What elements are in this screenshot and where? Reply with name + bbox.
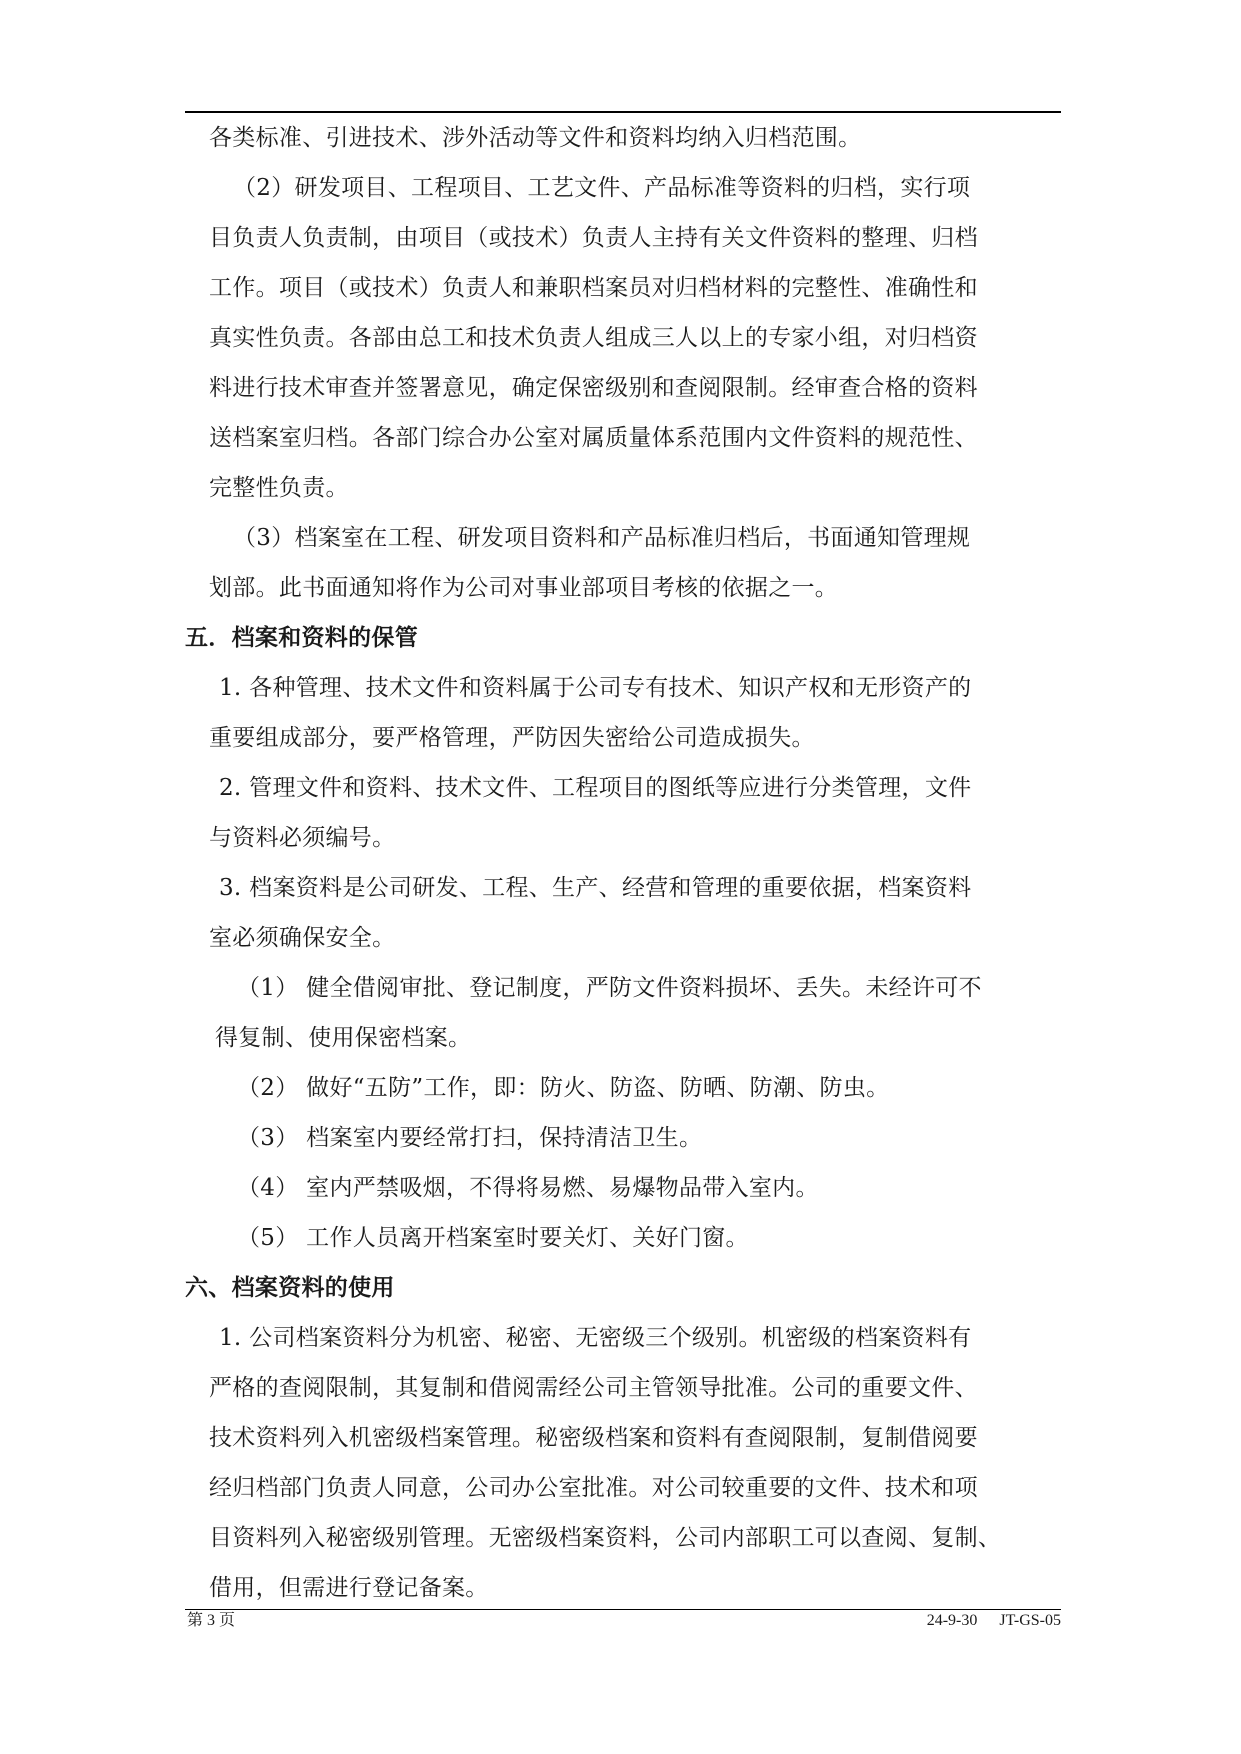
document-body (185, 124, 1061, 1624)
paragraph-line: 3. 档案资料是公司研发、工程、生产、经营和管理的重要依据，档案资料 (219, 875, 972, 901)
paragraph-line: 重要组成部分，要严格管理，严防因失密给公司造成损失。 (209, 725, 815, 751)
paragraph-line: （4） 室内严禁吸烟，不得将易燃、易爆物品带入室内。 (237, 1175, 819, 1201)
paragraph-line: 目负责人负责制，由项目（或技术）负责人主持有关文件资料的整理、归档 (209, 225, 978, 251)
section-heading: 六、档案资料的使用 (185, 1274, 395, 1301)
paragraph-line: （3）档案室在工程、研发项目资料和产品标准归档后，书面通知管理规 (233, 525, 971, 551)
paragraph-line: 严格的查阅限制，其复制和借阅需经公司主管领导批准。公司的重要文件、 (209, 1375, 978, 1401)
paragraph-line: 经归档部门负责人同意，公司办公室批准。对公司较重要的文件、技术和项 (209, 1475, 978, 1501)
paragraph-line: 技术资料列入机密级档案管理。秘密级档案和资料有查阅限制，复制借阅要 (209, 1425, 978, 1451)
footer-date: 24-9-30 (926, 1612, 978, 1629)
paragraph-line: 划部。此书面通知将作为公司对事业部项目考核的依据之一。 (209, 575, 839, 601)
paragraph-line: 真实性负责。各部由总工和技术负责人组成三人以上的专家小组，对归档资 (209, 325, 978, 351)
paragraph-line: 1. 公司档案资料分为机密、秘密、无密级三个级别。机密级的档案资料有 (219, 1325, 972, 1351)
paragraph-line: （1） 健全借阅审批、登记制度，严防文件资料损坏、丢失。未经许可不 (237, 975, 982, 1001)
paragraph-line: 目资料列入秘密级别管理。无密级档案资料，公司内部职工可以查阅、复制、 (209, 1525, 1002, 1551)
paragraph-line: （5） 工作人员离开档案室时要关灯、关好门窗。 (237, 1225, 749, 1251)
footer-doc-code: JT-GS-05 (999, 1612, 1061, 1629)
paragraph-line: 室必须确保安全。 (209, 925, 396, 951)
paragraph-line: 1. 各种管理、技术文件和资料属于公司专有技术、知识产权和无形资产的 (219, 675, 972, 701)
paragraph-line: 完整性负责。 (209, 475, 349, 501)
footer-rule (185, 1609, 1061, 1610)
header-rule (185, 111, 1061, 113)
paragraph-line: 2. 管理文件和资料、技术文件、工程项目的图纸等应进行分类管理，文件 (219, 775, 972, 801)
paragraph-line: 送档案室归档。各部门综合办公室对属质量体系范围内文件资料的规范性、 (209, 425, 978, 451)
paragraph-line: 各类标准、引进技术、涉外活动等文件和资料均纳入归档范围。 (209, 125, 862, 151)
paragraph-line: 借用，但需进行登记备案。 (209, 1575, 489, 1601)
paragraph-line: （2）研发项目、工程项目、工艺文件、产品标准等资料的归档，实行项 (233, 175, 971, 201)
paragraph-line: 得复制、使用保密档案。 (215, 1025, 472, 1051)
page-number: 第 3 页 (187, 1612, 236, 1629)
paragraph-line: 料进行技术审查并签署意见，确定保密级别和查阅限制。经审查合格的资料 (209, 375, 978, 401)
footer-meta (927, 1611, 1061, 1631)
paragraph-line: （2） 做好“五防”工作，即：防火、防盗、防晒、防潮、防虫。 (237, 1075, 890, 1101)
paragraph-line: 与资料必须编号。 (209, 825, 396, 851)
paragraph-line: 工作。项目（或技术）负责人和兼职档案员对归档材料的完整性、准确性和 (209, 275, 978, 301)
paragraph-line: （3） 档案室内要经常打扫，保持清洁卫生。 (237, 1125, 703, 1151)
section-heading: 五．档案和资料的保管 (185, 624, 418, 651)
